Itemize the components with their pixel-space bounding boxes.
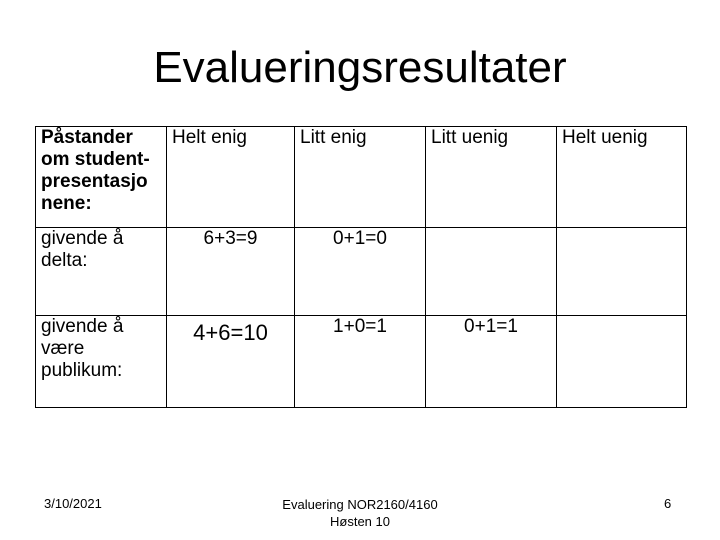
cell-helt-enig: 4+6=10 — [167, 316, 295, 408]
table-row — [36, 316, 687, 408]
footer-course — [260, 496, 460, 530]
row-label: givende å være publikum: — [36, 316, 167, 408]
table-header-row — [36, 127, 687, 228]
cell-litt-uenig — [426, 228, 557, 316]
cell-litt-enig: 1+0=1 — [295, 316, 426, 408]
cell-helt-uenig — [557, 316, 687, 408]
evaluation-table — [35, 126, 687, 408]
cell-helt-uenig — [557, 228, 687, 316]
cell-litt-uenig: 0+1=1 — [426, 316, 557, 408]
cell-helt-enig: 6+3=9 — [167, 228, 295, 316]
header-litt-enig: Litt enig — [295, 127, 426, 228]
header-helt-uenig: Helt uenig — [557, 127, 687, 228]
header-litt-uenig: Litt uenig — [426, 127, 557, 228]
slide-title: Evalueringsresultater — [153, 43, 567, 92]
row-label: givende å delta: — [36, 228, 167, 316]
footer-date: 3/10/2021 — [44, 496, 102, 511]
cell-litt-enig: 0+1=0 — [295, 228, 426, 316]
footer-course-title: Evaluering NOR2160/4160 — [282, 497, 438, 512]
table-row — [36, 228, 687, 316]
header-statements-cell: Påstander om student-presentasjo nene: — [36, 127, 167, 228]
header-helt-enig: Helt enig — [167, 127, 295, 228]
footer-term: Høsten 10 — [330, 514, 390, 529]
page-number: 6 — [664, 496, 672, 511]
